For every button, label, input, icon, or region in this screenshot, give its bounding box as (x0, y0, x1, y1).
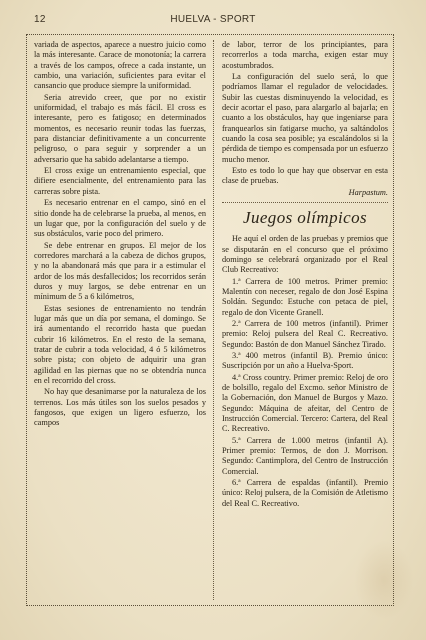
article-paragraph: El cross exige un entrenamiento especial, que difiere esencialmente, del entrenamiento para las carreras sobre pista. (34, 166, 206, 196)
article-paragraph: No hay que desanimarse por la naturaleza de los terrenos. Los más útiles son los suelos pesados y fangosos, que exigen un ligero esfuerzo, los campos (34, 387, 206, 428)
event-item: 5.ª Carrera de 1.000 metros (infantil A). Primer premio: Termos, de don J. Morrison. Segundo: Cantimplora, del Centro de Instrucción Comercial. (222, 435, 388, 476)
event-item: 6.ª Carrera de espaldas (infantil). Premio único: Reloj pulsera, de la Comisión de Atletismo del Real C. Recreativo. (222, 478, 388, 508)
section-rule (222, 202, 388, 203)
author-signature: Harpastum. (348, 187, 388, 197)
article-paragraph: Estas sesiones de entrenamiento no tendrán lugar más que un día por semana, el domingo. Se irá aumentando el recorrido hasta que puedan cubrir 16 kilómetros. En el resto de la semana, tratar de cubrir a toda velocidad, 4 ó 5 kilómetros sobre pista; con objeto de adquirir una gran agilidad en las piernas que no se obtendría nunca en el recorrido del cross. (34, 303, 206, 385)
section-intro: He aquí el orden de las pruebas y premios que se disputarán en el concurso que el próximo domingo se celebrará organizado por el Real Club Recreativo: (222, 234, 388, 275)
article-paragraph: de labor, terror de los principiantes, para recorrerlos a toda marcha, exigen estar muy acostumbrados. (222, 40, 388, 70)
article-paragraph: variada de aspectos, aparece a nuestro juicio como la más interesante. Carace de monotonía; la carrera a través de los campos, ofrece a cada instante, un cambio, una variación, suficientes para evitar el cansancio que produce siempre la uniformidad. (34, 40, 206, 91)
right-column (222, 40, 388, 510)
section-title: Juegos olímpicos (243, 208, 367, 228)
article-paragraph: Es necesario entrenar en el campo, sinó en el sitio donde ha de celebrarse la prueba, al menos, en un lugar que, por la configuración del suelo y de sus obstáculos, varie poco del primero. (34, 198, 206, 239)
article-paragraph: Se debe entrenar en grupos. El mejor de los corredores marchará a la cabeza de dichos grupos, y no la abandonará más que para ir a estimular el ardor de los más desfallecidos; los recorridos serán duros y muy largos, se debe entrenar en un mínimum de 5 a 6 kilómetros, (34, 240, 206, 302)
event-item: 3.ª 400 metros (infantil B). Premio único: Suscripción por un año a Huelva-Sport. (222, 350, 388, 371)
left-column (34, 40, 206, 430)
event-item: 1.ª Carrera de 100 metros. Primer premio: Malentín con neceser, regalo de don José Espina Soldán. Segundo: Estuche con petaca de piel, regalo de don Vicente Granell. (222, 276, 388, 317)
event-item: 4.ª Cross country. Primer premio: Reloj de oro de bolsillo, regalo del Excmo. señor Ministro de la Gobernación, don Manuel de Burgos y Mazo. Segundo: Máquina de afeitar, del Centro de Instrucción Comercial. Tercero: Cartera, del Real C. Recreativo. (222, 372, 388, 434)
article-paragraph: Esto es todo lo que hay que observar en esta clase de pruebas. (222, 166, 388, 186)
publication-title: HUELVA - SPORT (170, 14, 256, 25)
article-paragraph: Seria atrevido creer, que por no existir uniformidad, el trabajo es más fácil. El cross es interesante, pero es fatigoso; en determinados momentos, es necesario reunir todas las fuerzas, para distanciar definitivamente a un concurrente peligroso, o para seguir y sorprender a un adversario que ha sabido adelantarse a tiempo. (34, 92, 206, 164)
paper-stain (354, 540, 414, 620)
column-divider (213, 40, 214, 600)
page-number: 12 (34, 14, 46, 25)
event-item: 2.ª Carrera de 100 metros (infantil). Primer premio: Reloj pulsera del Real C. Recreativo. Segundo: Bastón de don Manuel Sánchez Tirado. (222, 318, 388, 349)
article-paragraph: La configuración del suelo será, lo que podríamos llamar el regulador de velocidades. Subir las cuestas disminuyendo la velocidad, es decir acortar el paso, para alargarlo al bajarla; en cuanto a los obstáculos, hay que ingeniarse para franquearlos sin fatigarse mucho, ya saltándolos cuando la cosa sea posible; ya escalándolos si la pérdida de tiempo es compensada por un esfuerzo mucho menor. (222, 72, 388, 164)
